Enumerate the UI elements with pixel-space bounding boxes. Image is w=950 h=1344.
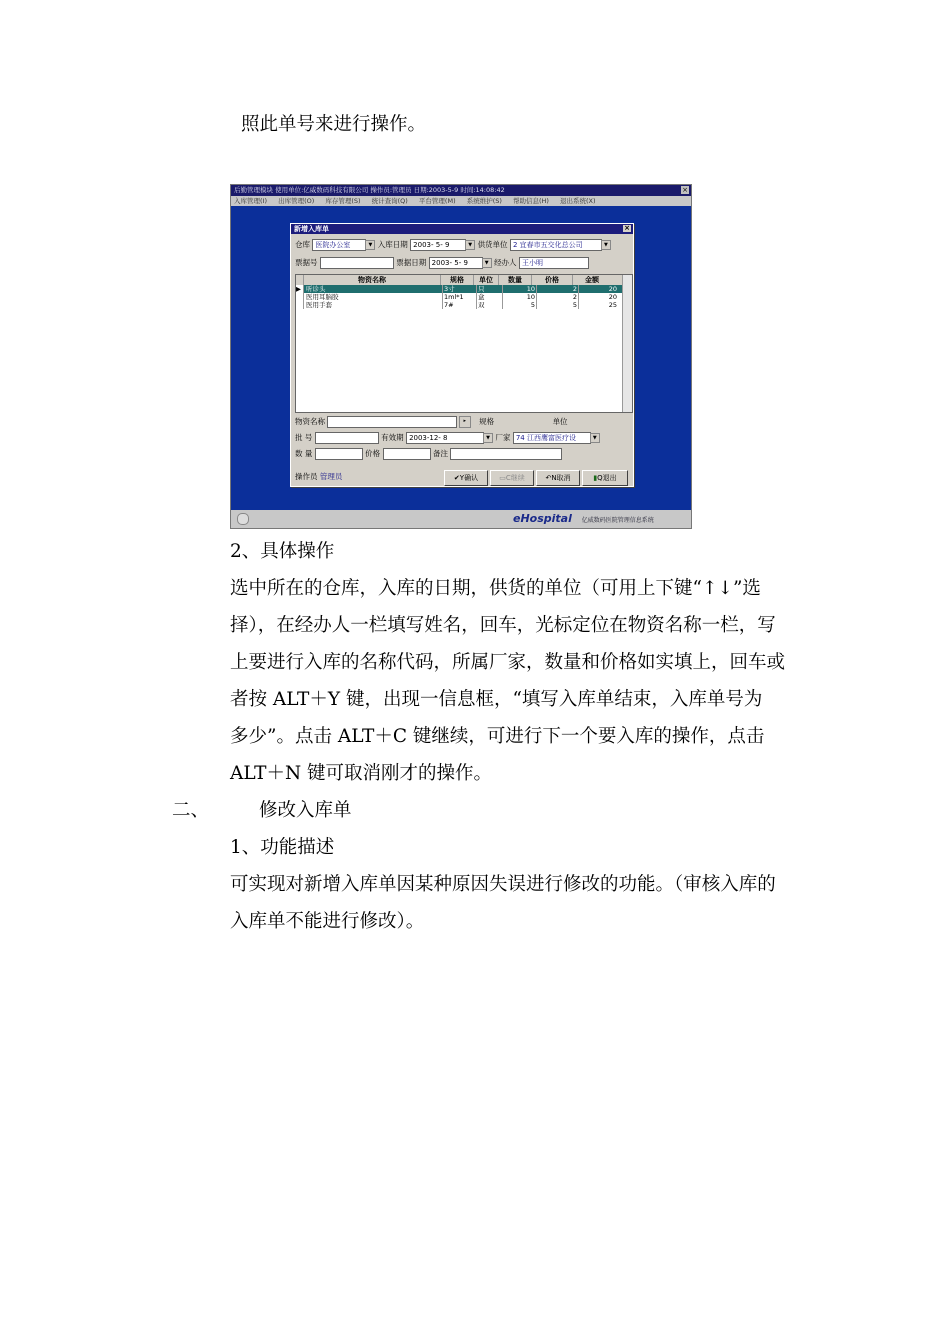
menu-bar [231, 196, 691, 206]
check-icon: ✔ [453, 474, 460, 482]
note-field[interactable] [450, 448, 562, 460]
menu-item[interactable]: 库存管理(S) [325, 197, 361, 205]
brand-name: eHospital [513, 512, 572, 525]
cancel-button[interactable] [536, 470, 580, 486]
grid-cell: 20 [608, 285, 617, 293]
door-icon: ▮ [593, 474, 598, 482]
detail-row-2 [295, 432, 600, 444]
operator-value: 管理员 [319, 472, 343, 481]
dropdown-arrow-icon[interactable]: ▼ [365, 240, 375, 250]
app-titlebar [231, 185, 691, 196]
dropdown-arrow-icon[interactable]: ▼ [482, 258, 492, 268]
software-screenshot [230, 184, 692, 529]
grid-cell: 双 [477, 301, 503, 309]
paragraph-intro: 照此单号来进行操作。 [241, 114, 427, 135]
in-date-field[interactable]: 2003- 5- 9 [410, 239, 466, 251]
grid-header [296, 275, 632, 285]
quit-button[interactable] [582, 470, 628, 486]
grid-row[interactable] [296, 285, 632, 293]
handler-label: 经办人 [494, 258, 517, 267]
dropdown-arrow-icon[interactable]: ▼ [483, 433, 493, 443]
undo-icon: ↶ [545, 474, 552, 482]
header-row-1 [295, 239, 611, 251]
header-row-2 [295, 257, 589, 269]
brand-subtitle: 亿威数码医院管理信息系统 [581, 517, 654, 524]
grid-scrollbar[interactable] [622, 275, 632, 412]
row-pointer-icon: ▶ [296, 285, 304, 293]
note-label: 备注 [432, 449, 448, 458]
warehouse-label: 仓库 [295, 240, 310, 249]
app-title: 后勤管理模块 使用单位:亿威数码科技有限公司 操作员:管理员 日期:2003-5-9 时间:14:08:42 [234, 186, 505, 194]
menu-item[interactable]: 平台管理(M) [418, 197, 456, 205]
section-number: 二、 [172, 800, 210, 821]
item-name-field[interactable] [327, 416, 457, 428]
step-heading: 2、具体操作 [230, 541, 335, 562]
items-grid[interactable] [295, 274, 633, 413]
expiry-label: 有效期 [381, 433, 404, 442]
close-icon[interactable]: × [682, 186, 688, 194]
grid-cell: 5 [537, 301, 579, 309]
expiry-field[interactable]: 2003-12- 8 [406, 432, 484, 444]
batch-label: 批 号 [295, 433, 313, 442]
confirm-button[interactable] [444, 470, 488, 486]
continue-button[interactable] [490, 470, 534, 486]
grid-cell: 2 [537, 293, 579, 301]
page-icon: ▭ [499, 474, 506, 482]
warehouse-select[interactable]: 医院办公室 [312, 239, 366, 251]
in-date-label: 入库日期 [377, 240, 408, 249]
maker-label: 厂家 [495, 433, 511, 442]
row-indicator [296, 301, 304, 309]
grid-cell: 5 [503, 301, 537, 309]
detail-row-3 [295, 448, 562, 460]
dropdown-arrow-icon[interactable]: ▼ [590, 433, 600, 443]
step-heading: 1、功能描述 [230, 837, 335, 858]
grid-column-header: 数量 [499, 275, 532, 285]
ticket-date-field[interactable]: 2003- 5- 9 [429, 257, 483, 269]
grid-cell: 3寸 [443, 285, 477, 293]
new-inbound-dialog [290, 223, 634, 487]
dialog-titlebar [291, 224, 633, 234]
supplier-select[interactable]: 2 宜春市五交化总公司 [510, 239, 602, 251]
grid-cell: 20 [608, 293, 617, 301]
status-bar [231, 510, 691, 528]
supplier-label: 供货单位 [477, 240, 508, 249]
button-label: Y确认 [459, 474, 479, 482]
paragraph-line: 者按 ALT＋Y 键，出现一信息框，“填写入库单结束，入库单号为 [230, 689, 763, 710]
grid-row[interactable] [296, 301, 632, 309]
dialog-title: 新增入库单 [294, 225, 329, 233]
button-label: C继续 [505, 474, 525, 482]
ticket-date-label: 票据日期 [396, 258, 427, 267]
grid-cell: 1ml*1 [443, 293, 477, 301]
dropdown-arrow-icon[interactable]: ▼ [465, 240, 475, 250]
grid-column-header: 金额 [585, 276, 599, 284]
paragraph-line: 选中所在的仓库，入库的日期，供货的单位（可用上下键“↑↓”选 [230, 578, 761, 599]
handler-field[interactable]: 王小明 [519, 257, 589, 269]
ticket-field[interactable] [320, 257, 394, 269]
paragraph-line: 上要进行入库的名称代码，所属厂家，数量和价格如实填上，回车或 [230, 652, 786, 673]
ticket-label: 票据号 [295, 258, 318, 267]
section-title: 修改入库单 [259, 800, 352, 821]
qty-label: 数 量 [295, 449, 313, 458]
menu-item[interactable]: 出库管理(O) [278, 197, 315, 205]
menu-item[interactable]: 系统维护(S) [466, 197, 502, 205]
menu-item[interactable]: 退出系统(X) [560, 197, 596, 205]
row-indicator [296, 293, 304, 301]
grid-cell: 2 [537, 285, 579, 293]
batch-field[interactable] [315, 432, 379, 444]
grid-cell: 10 [503, 285, 537, 293]
paragraph-line: 多少”。点击 ALT＋C 键继续，可进行下一个要入库的操作，点击 [230, 726, 765, 747]
button-label: N取消 [551, 474, 571, 482]
lookup-button-icon[interactable]: ▸ [459, 416, 471, 428]
grid-column-header: 物资名称 [304, 275, 441, 285]
item-name-label: 物资名称 [295, 417, 325, 426]
qty-field[interactable] [315, 448, 363, 460]
grid-cell: 25 [608, 301, 617, 309]
button-label: Q退出 [597, 474, 617, 482]
price-label: 价格 [365, 449, 381, 458]
grid-cell: 7# [443, 301, 477, 309]
grid-column-header: 规格 [441, 275, 474, 285]
grid-column-header: 单位 [474, 275, 499, 285]
menu-item[interactable]: 统计查询(Q) [371, 197, 408, 205]
dialog-close-icon[interactable]: × [624, 224, 630, 232]
maker-select[interactable]: 74 江西鹰富医疗设 [513, 432, 591, 444]
dropdown-arrow-icon[interactable]: ▼ [601, 240, 611, 250]
brand-logo [513, 512, 683, 526]
status-icon [237, 513, 249, 525]
row-indicator-header [296, 275, 304, 285]
spec-label: 规格 [479, 417, 495, 426]
paragraph-line: ALT＋N 键可取消刚才的操作。 [230, 763, 493, 784]
grid-cell: 10 [503, 293, 537, 301]
grid-cell: 只 [477, 285, 503, 293]
grid-cell: 听诊头 [304, 285, 443, 293]
grid-column-header: 价格 [532, 275, 573, 285]
detail-row-1 [295, 416, 568, 428]
grid-cell: 医用耳脑胶 [304, 293, 443, 301]
paragraph-line: 入库单不能进行修改）。 [230, 911, 425, 932]
unit-label: 单位 [552, 417, 568, 426]
grid-cell: 医用手套 [304, 301, 443, 309]
operator-row [295, 471, 342, 483]
paragraph-line: 可实现对新增入库单因某种原因失误进行修改的功能。（审核入库的 [230, 874, 776, 895]
menu-item[interactable]: 帮助信息(H) [512, 197, 549, 205]
operator-label: 操作员 [295, 472, 318, 481]
menu-item[interactable]: 入库管理(I) [234, 197, 267, 205]
grid-cell: 盒 [477, 293, 503, 301]
grid-row[interactable] [296, 293, 632, 301]
paragraph-line: 择），在经办人一栏填写姓名，回车，光标定位在物资名称一栏，写 [230, 615, 776, 636]
price-field[interactable] [383, 448, 431, 460]
